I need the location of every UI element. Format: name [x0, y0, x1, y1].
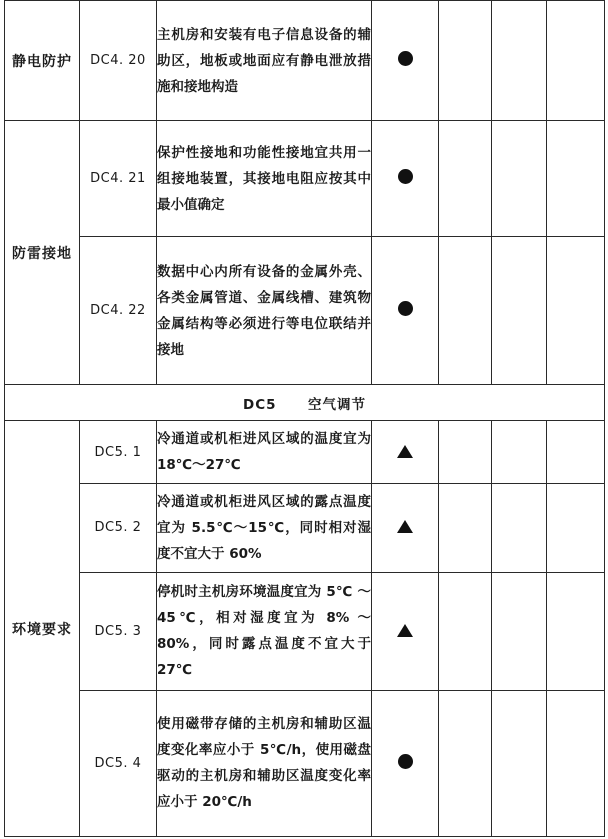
empty-cell: [439, 237, 492, 385]
empty-cell: [547, 121, 605, 237]
empty-cell: [547, 421, 605, 483]
empty-cell: [492, 690, 547, 836]
empty-cell: [439, 690, 492, 836]
empty-cell: [492, 237, 547, 385]
code-cell: DC5. 2: [80, 483, 157, 572]
empty-cell: [547, 1, 605, 121]
empty-cell: [439, 421, 492, 483]
triangle-icon: [397, 520, 413, 533]
code-cell: DC5. 1: [80, 421, 157, 483]
triangle-icon: [397, 445, 413, 458]
mark-cell: [372, 421, 439, 483]
code-cell: DC4. 21: [80, 121, 157, 237]
mark-cell: [372, 483, 439, 572]
empty-cell: [439, 572, 492, 690]
code-cell: DC5. 4: [80, 690, 157, 836]
mark-cell: [372, 690, 439, 836]
empty-cell: [492, 572, 547, 690]
description-cell: 保护性接地和功能性接地宜共用一组接地装置，其接地电阻应按其中最小值确定: [157, 121, 372, 237]
category-cell: 防雷接地: [5, 121, 80, 385]
empty-cell: [492, 421, 547, 483]
mark-cell: [372, 237, 439, 385]
empty-cell: [439, 1, 492, 121]
dot-icon: [398, 169, 413, 184]
description-cell: 冷通道或机柜进风区域的温度宜为 18℃～27℃: [157, 421, 372, 483]
empty-cell: [439, 121, 492, 237]
empty-cell: [547, 483, 605, 572]
table-row: [5, 1, 605, 121]
section-code: DC5: [243, 396, 277, 413]
empty-cell: [492, 121, 547, 237]
empty-cell: [492, 1, 547, 121]
description-cell: 主机房和安装有电子信息设备的辅助区，地板或地面应有静电泄放措施和接地构造: [157, 1, 372, 121]
requirements-table: [4, 0, 605, 837]
mark-cell: [372, 1, 439, 121]
empty-cell: [439, 483, 492, 572]
table-row: [5, 237, 605, 385]
description-cell: 数据中心内所有设备的金属外壳、各类金属管道、金属线槽、建筑物金属结构等必须进行等电位联结并接地: [157, 237, 372, 385]
table-row: [5, 121, 605, 237]
table-row: [5, 690, 605, 836]
category-cell: 环境要求: [5, 421, 80, 837]
table-row: [5, 483, 605, 572]
empty-cell: [492, 483, 547, 572]
empty-cell: [547, 237, 605, 385]
description-cell: 冷通道或机柜进风区域的露点温度宜为 5.5℃～15℃，同时相对湿度不宜大于 60%: [157, 483, 372, 572]
code-cell: DC5. 3: [80, 572, 157, 690]
triangle-icon: [397, 624, 413, 637]
dot-icon: [398, 301, 413, 316]
table-row: [5, 421, 605, 483]
code-cell: DC4. 22: [80, 237, 157, 385]
category-cell: 静电防护: [5, 1, 80, 121]
description-cell: 使用磁带存储的主机房和辅助区温度变化率应小于 5℃/h，使用磁盘驱动的主机房和辅助区温度变化率应小于 20℃/h: [157, 690, 372, 836]
description-cell: 停机时主机房环境温度宜为 5℃ ～ 45℃，相对湿度宜为 8% ～ 80%，同时露点温度不宜大于 27℃: [157, 572, 372, 690]
section-row: [5, 385, 605, 421]
mark-cell: [372, 572, 439, 690]
dot-icon: [398, 754, 413, 769]
table-row: [5, 572, 605, 690]
empty-cell: [547, 690, 605, 836]
dot-icon: [398, 51, 413, 66]
mark-cell: [372, 121, 439, 237]
section-title: 空气调节: [307, 396, 366, 413]
empty-cell: [547, 572, 605, 690]
code-cell: DC4. 20: [80, 1, 157, 121]
section-heading: [5, 385, 605, 421]
